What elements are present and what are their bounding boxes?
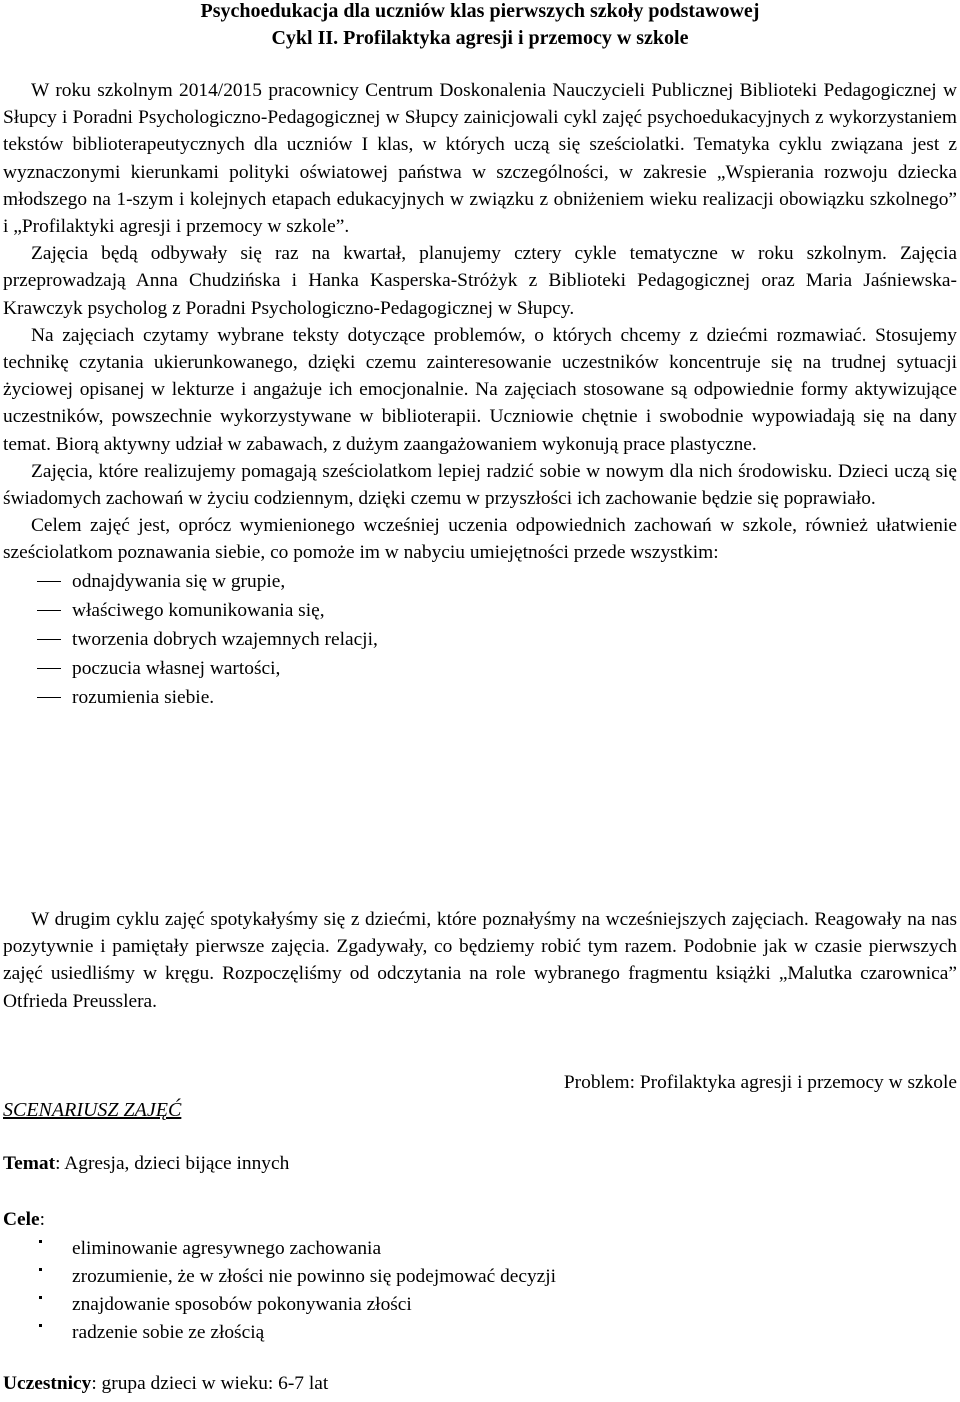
paragraph-goal: Celem zajęć jest, oprócz wymienionego wcześniej uczenia odpowiednich zachowań w szkole, również ułatwienie sześciolatkom poznawania siebie, co pomoże im w nabyciu umiejętności przede wszystkim: <box>3 515 957 564</box>
list-item: rozumienia siebie. <box>3 683 957 712</box>
goals-suffix: : <box>39 1209 45 1230</box>
list-item: odnajdywania się w grupie, <box>3 567 957 596</box>
participants-line <box>3 1373 328 1395</box>
goals-label-line <box>3 1209 45 1231</box>
topic-value: : Agresja, dzieci bijące innych <box>55 1153 290 1174</box>
document-page <box>3 0 957 1402</box>
paragraph-benefits: Zajęcia, które realizujemy pomagają sześciolatkom lepiej radzić sobie w nowym dla nich środowisku. Dzieci uczą się świadomych zachowań w życiu codziennym, dzięki czemu w przyszłości ich zachowanie będzie się poprawiało. <box>3 460 957 510</box>
document-title <box>3 0 957 52</box>
title-line-1: Psychoedukacja dla uczniów klas pierwszych szkoły podstawowej <box>200 0 760 22</box>
list-item: eliminowanie agresywnego zachowania <box>3 1235 556 1263</box>
skills-list <box>3 567 957 712</box>
intro-section <box>3 77 957 712</box>
list-item: zrozumienie, że w złości nie powinno się podejmować decyzji <box>3 1263 556 1291</box>
list-item: tworzenia dobrych wzajemnych relacji, <box>3 625 957 654</box>
paragraph-second-cycle: W drugim cyklu zajęć spotykałyśmy się z dziećmi, które poznałyśmy na wcześniejszych zajęciach. Reagowały na nas pozytywnie i pamiętały pierwsze zajęcia. Zgadywały, co będziemy robić tym razem. Podobnie jak w czasie pierwszych zajęć usiedliśmy w kręgu. Rozpoczęliśmy od odczytania na role wybranego fragmentu książki „Malutka czarownica” Otfrieda Preusslera. <box>3 909 957 1012</box>
list-item: poczucia własnej wartości, <box>3 654 957 683</box>
list-item: właściwego komunikowania się, <box>3 596 957 625</box>
scenario-heading: SCENARIUSZ ZAJĘĆ <box>3 1099 182 1121</box>
paragraph-intro: W roku szkolnym 2014/2015 pracownicy Centrum Doskonalenia Nauczycieli Publicznej Biblioteki Pedagogicznej w Słupcy i Poradni Psychologiczno-Pedagogicznej w Słupcy zainicjowali cykl zajęć psychoedukacyjnych z wykorzystaniem tekstów biblioterapeutycznych dla uczniów I klas, w których uczą się sześciolatki. Tematyka cyklu związana jest z wyznaczonymi kierunkami polityki oświatowej państwa w szczególności, w zakresie „Wspierania rozwoju dziecka młodszego na 1-szym i kolejnych etapach edukacyjnych w związku z obniżeniem wieku realizacji obowiązku szkolnego” i „Profilaktyki agresji i przemocy w szkole”. <box>3 80 957 238</box>
goals-label: Cele <box>3 1209 40 1230</box>
topic-line <box>3 1153 289 1175</box>
title-line-2: Cykl II. Profilaktyka agresji i przemocy w szkole <box>271 27 689 49</box>
list-item: radzenie sobie ze złością <box>3 1319 556 1347</box>
topic-label: Temat <box>3 1153 56 1174</box>
list-item: znajdowanie sposobów pokonywania złości <box>3 1291 556 1319</box>
participants-label: Uczestnicy <box>3 1373 92 1394</box>
second-cycle-section <box>3 906 957 1015</box>
paragraph-method: Na zajęciach czytamy wybrane teksty dotyczące problemów, o których chcemy z dziećmi rozmawiać. Stosujemy technikę czytania ukierunkowanego, dzięki czemu zainteresowanie uczestników koncentruje się na trudnej sytuacji życiowej opisanej w lekturze i angażuje ich emocjonalnie. Na zajęciach stosowane są odpowiednie formy aktywizujące uczestników, powszechnie wykorzystywane w biblioterapii. Uczniowie chętnie i swobodnie wypowiadają się na dany temat. Biorą aktywny udział w zabawach, z dużym zaangażowaniem wykonują prace plastyczne. <box>3 324 957 455</box>
paragraph-schedule: Zajęcia będą odbywały się raz na kwartał, planujemy cztery cykle tematyczne w roku szkolnym. Zajęcia przeprowadzają Anna Chudzińska i Hanka Kasperska-Stróżyk z Biblioteki Pedagogicznej oraz Maria Jaśniewska-Krawczyk psycholog z Poradni Psychologiczno-Pedagogicznej w Słupcy. <box>3 243 957 319</box>
participants-value: : grupa dzieci w wieku: 6-7 lat <box>91 1373 329 1394</box>
problem-line: Problem: Profilaktyka agresji i przemocy w szkole <box>563 1072 957 1093</box>
goals-list <box>3 1235 556 1347</box>
